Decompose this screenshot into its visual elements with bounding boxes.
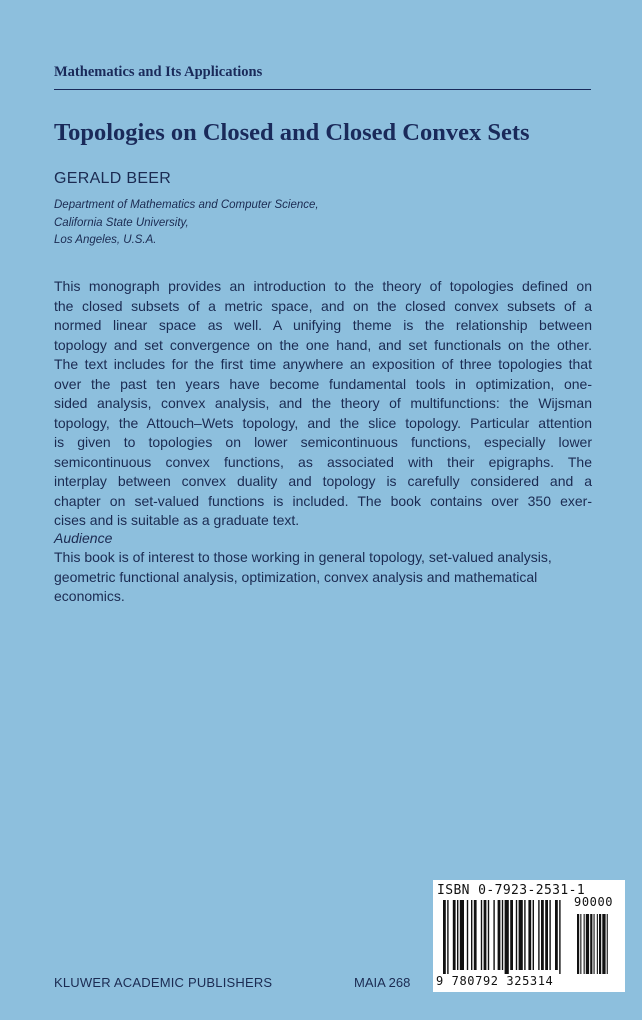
barcode-bar	[559, 900, 560, 974]
barcode-box	[433, 880, 625, 992]
affiliation-line: Department of Mathematics and Computer Science,	[54, 199, 319, 211]
abstract-line: sided analysis, convex analysis, and the theory of multifunctions: the Wijsman	[54, 395, 592, 411]
barcode-bar	[510, 900, 513, 970]
barcode-bar	[524, 900, 525, 970]
abstract	[54, 277, 592, 531]
barcode-bar	[549, 900, 550, 970]
barcode-bar	[467, 900, 468, 970]
abstract-line: topology, the Attouch–Wets topology, and the slice topology. Particular attention	[54, 414, 592, 431]
barcode-bar	[498, 900, 501, 970]
addon-bar	[602, 914, 605, 974]
addon-bar	[580, 914, 581, 974]
barcode-bar	[481, 900, 482, 970]
addon-bar	[586, 914, 589, 974]
abstract-line: cises and is suitable as a graduate text.	[54, 512, 300, 528]
addon-bar	[577, 914, 579, 974]
audience-line: geometric functional analysis, optimization, convex analysis and mathematical	[54, 568, 538, 585]
audience-line: This book is of interest to those working in general topology, set-valued analysis,	[54, 549, 552, 565]
series-code: MAIA 268	[354, 975, 411, 990]
affiliation-line: California State University,	[54, 216, 189, 229]
barcode-bar	[453, 900, 456, 970]
barcode-bar	[538, 900, 539, 970]
audience-line: economics.	[54, 588, 125, 604]
addon-bar	[599, 914, 601, 974]
addon-bar	[584, 914, 585, 974]
barcode-bar	[519, 900, 523, 970]
abstract-line: the closed subsets of a metric space, and on the closed convex subsets of a	[54, 297, 592, 314]
barcode-bar	[505, 900, 509, 974]
addon-digits: 90000	[574, 895, 614, 909]
barcode-bar	[555, 900, 558, 970]
addon-bar	[597, 914, 598, 974]
barcode-bar	[474, 900, 477, 970]
barcode-bar	[484, 900, 487, 970]
barcode-bar	[533, 900, 534, 970]
barcode-bar	[502, 900, 503, 970]
abstract-line: semicontinuous convex functions, as associated with their epigraphs. The	[54, 453, 592, 470]
barcode-bar	[443, 900, 446, 974]
abstract-line: topology and set convergence on the one hand, and set functionals on the other.	[54, 336, 592, 353]
author-affiliation	[54, 197, 454, 250]
affiliation-line: Los Angeles, U.S.A.	[54, 234, 157, 246]
isbn-text: ISBN 0-7923-2531-1	[437, 883, 586, 898]
audience-heading: Audience	[54, 530, 113, 546]
barcode-bar	[541, 900, 544, 970]
audience-text	[54, 548, 594, 607]
barcode-bar	[528, 900, 531, 970]
barcode-bar	[516, 900, 517, 970]
series-title: Mathematics and Its Applications	[54, 64, 263, 80]
barcode-bar	[457, 900, 458, 970]
series-rule	[54, 89, 591, 90]
barcode-bar	[545, 900, 548, 970]
barcode-bar	[471, 900, 472, 970]
book-title: Topologies on Closed and Closed Convex Sets	[54, 119, 530, 146]
addon-bar	[590, 914, 592, 974]
abstract-line: normed linear space as well. A unifying theme is the relationship between	[54, 317, 592, 333]
addon-bar	[594, 914, 595, 974]
abstract-line: interplay between convex duality and topology is carefully considered and a	[54, 473, 592, 489]
barcode-bar	[488, 900, 489, 970]
barcode-bar	[493, 900, 494, 970]
barcode-bar	[460, 900, 464, 970]
addon-bar	[607, 914, 608, 974]
publisher-name: KLUWER ACADEMIC PUBLISHERS	[54, 975, 273, 990]
abstract-line: over the past ten years have become fundamental tools in optimization, one-	[54, 375, 592, 392]
barcode-icon	[437, 900, 621, 974]
abstract-line: The text includes for the first time anywhere an exposition of three topologies that	[54, 356, 592, 372]
abstract-line: This monograph provides an introduction to the theory of topologies defined on	[54, 278, 592, 294]
abstract-line: is given to topologies on lower semicontinuous functions, especially lower	[54, 434, 592, 450]
barcode-bar	[447, 900, 448, 974]
author-name: GERALD BEER	[54, 170, 172, 187]
abstract-line: chapter on set-valued functions is included. The book contains over 350 exer-	[54, 492, 592, 509]
ean-digits: 9 780792 325314	[436, 974, 554, 988]
